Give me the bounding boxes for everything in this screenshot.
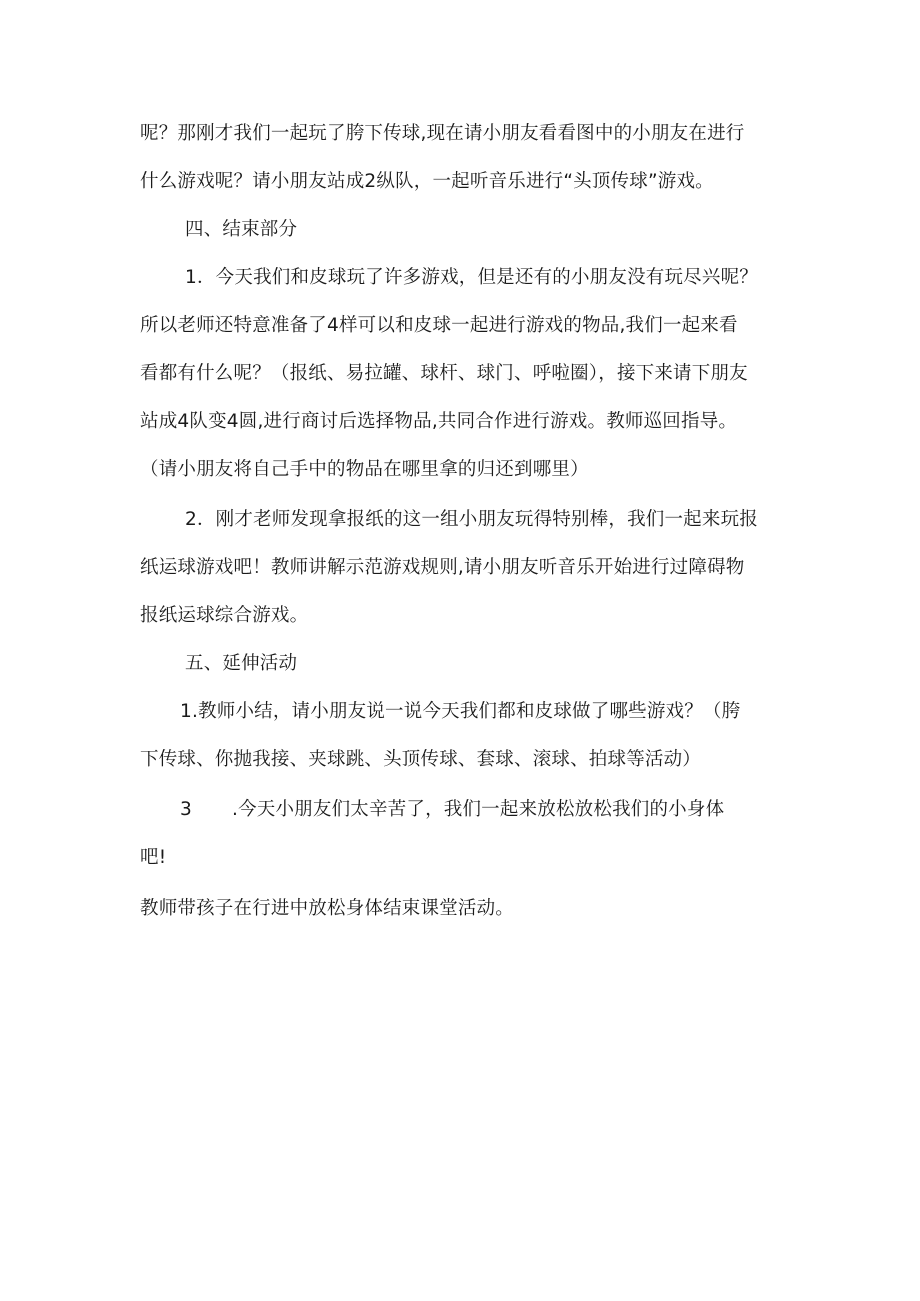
paragraph-line: 1．今天我们和皮球玩了许多游戏，但是还有的小朋友没有玩尽兴呢？: [185, 267, 758, 288]
paragraph-line: 什么游戏呢？请小朋友站成2纵队，一起听音乐进行“头顶传球”游戏。: [140, 171, 714, 192]
paragraph-line: 看都有什么呢？（报纸、易拉罐、球杆、球门、呼啦圈），接下来请下朋友: [140, 363, 748, 384]
paragraph-line: 下传球、你抛我接、夹球跳、头顶传球、套球、滚球、拍球等活动）: [140, 749, 702, 770]
list-number: 3: [180, 799, 192, 820]
paragraph-line: 站成4队变4圆,进行商讨后选择物品,共同合作进行游戏。教师巡回指导。: [140, 411, 738, 432]
paragraph-line: 教师带孩子在行进中放松身体结束课堂活动。: [140, 898, 515, 919]
paragraph-line: 吧!: [140, 847, 167, 868]
paragraph-line: 纸运球游戏吧！教师讲解示范游戏规则,请小朋友听音乐开始进行过障碍物: [140, 557, 745, 578]
paragraph-line: .今天小朋友们太辛苦了，我们一起来放松放松我们的小身体: [232, 799, 725, 820]
paragraph-line: 报纸运球综合游戏。: [140, 605, 309, 626]
section-heading-conclusion: 四、结束部分: [185, 219, 298, 240]
paragraph-line: 2．刚才老师发现拿报纸的这一组小朋友玩得特别棒，我们一起来玩报: [185, 509, 758, 530]
paragraph-line: 所以老师还特意准备了4样可以和皮球一起进行游戏的物品,我们一起来看: [140, 315, 738, 336]
section-heading-extension: 五、延伸活动: [185, 653, 298, 674]
paragraph-line: 呢？那刚才我们一起玩了胯下传球,现在请小朋友看看图中的小朋友在进行: [140, 123, 745, 144]
paragraph-line: （请小朋友将自己手中的物品在哪里拿的归还到哪里）: [140, 459, 589, 480]
paragraph-line: 1.教师小结，请小朋友说一说今天我们都和皮球做了哪些游戏？（胯: [180, 701, 741, 722]
